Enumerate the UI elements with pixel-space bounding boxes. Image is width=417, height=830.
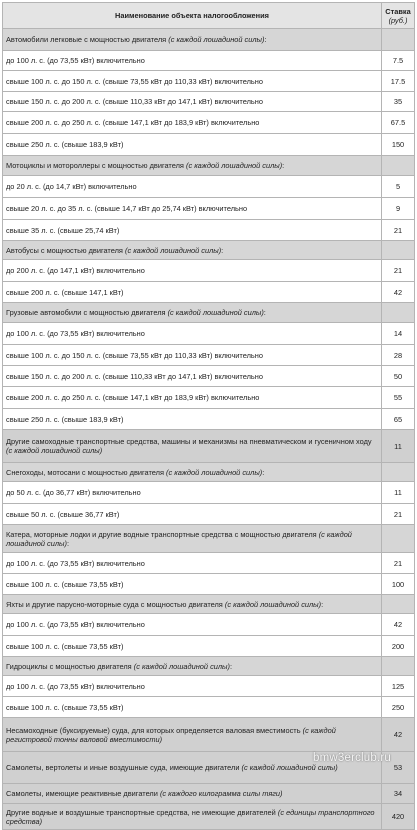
rate-cell	[382, 303, 415, 323]
table-row	[3, 156, 415, 176]
object-name-cell: до 100 л. с. (до 73,55 кВт) включительно	[3, 614, 382, 636]
object-name-cell: свыше 200 л. с. (свыше 147,1 кВт)	[3, 282, 382, 303]
rate-cell: 5	[382, 176, 415, 198]
rate-cell	[382, 525, 415, 553]
rate-cell: 11	[382, 430, 415, 463]
object-name-cell: до 50 л. с. (до 36,77 кВт) включительно	[3, 482, 382, 504]
table-row	[3, 71, 415, 92]
object-name-cell: Грузовые автомобили с мощностью двигателя (с каждой лошадиной силы):	[3, 303, 382, 323]
object-name-cell: Другие самоходные транспортные средства, машины и механизмы на пневматическом и гусеничном ходу (с каждой лошадиной силы)	[3, 430, 382, 463]
table-row	[3, 409, 415, 430]
object-name-cell: свыше 100 л. с. до 150 л. с. (свыше 73,55 кВт до 110,33 кВт) включительно	[3, 71, 382, 92]
rate-cell: 21	[382, 553, 415, 574]
object-name-cell: Мотоциклы и мотороллеры с мощностью двигателя (с каждой лошадиной силы):	[3, 156, 382, 176]
object-name-cell: Автобусы с мощностью двигателя (с каждой лошадиной силы):	[3, 241, 382, 260]
rate-cell: 7.5	[382, 51, 415, 71]
rate-cell: 250	[382, 697, 415, 718]
rate-cell	[382, 156, 415, 176]
table-row	[3, 804, 415, 830]
table-row	[3, 574, 415, 595]
table-row	[3, 657, 415, 676]
object-name-cell: Катера, моторные лодки и другие водные транспортные средства с мощностью двигателя (с каждой лошадиной силы):	[3, 525, 382, 553]
table-row	[3, 220, 415, 241]
rate-cell: 420	[382, 804, 415, 830]
rate-cell: 17.5	[382, 71, 415, 92]
object-name-cell: свыше 150 л. с. до 200 л. с. (свыше 110,33 кВт до 147,1 кВт) включительно	[3, 366, 382, 387]
object-name-cell: свыше 100 л. с. (свыше 73,55 кВт)	[3, 697, 382, 718]
rate-cell: 42	[382, 718, 415, 752]
table-row	[3, 282, 415, 303]
rate-cell	[382, 463, 415, 482]
rate-cell: 67.5	[382, 112, 415, 134]
table-row	[3, 784, 415, 804]
object-name-cell: свыше 150 л. с. до 200 л. с. (свыше 110,33 кВт до 147,1 кВт) включительно	[3, 92, 382, 112]
rate-cell: 53	[382, 752, 415, 784]
object-name-cell: до 200 л. с. (до 147,1 кВт) включительно	[3, 260, 382, 282]
table-row	[3, 260, 415, 282]
table-row	[3, 718, 415, 752]
rate-cell: 42	[382, 614, 415, 636]
object-name-cell: свыше 100 л. с. до 150 л. с. (свыше 73,55 кВт до 110,33 кВт) включительно	[3, 345, 382, 366]
table-row	[3, 366, 415, 387]
rate-cell: 28	[382, 345, 415, 366]
object-name-cell: до 100 л. с. (до 73,55 кВт) включительно	[3, 323, 382, 345]
table-row	[3, 553, 415, 574]
table-row	[3, 697, 415, 718]
header-object-name: Наименование объекта налогообложения	[3, 3, 382, 29]
table-row	[3, 463, 415, 482]
rate-cell: 11	[382, 482, 415, 504]
object-name-cell: до 100 л. с. (до 73,55 кВт) включительно	[3, 676, 382, 697]
rate-cell	[382, 241, 415, 260]
table-row	[3, 636, 415, 657]
table-row	[3, 323, 415, 345]
object-name-cell: свыше 200 л. с. до 250 л. с. (свыше 147,1 кВт до 183,9 кВт) включительно	[3, 112, 382, 134]
object-name-cell: Автомобили легковые с мощностью двигателя (с каждой лошадиной силы):	[3, 29, 382, 51]
table-row	[3, 504, 415, 525]
table-row	[3, 430, 415, 463]
table-row	[3, 176, 415, 198]
table-row	[3, 525, 415, 553]
rate-cell: 50	[382, 366, 415, 387]
object-name-cell: Гидроциклы с мощностью двигателя (с каждой лошадиной силы):	[3, 657, 382, 676]
table-row	[3, 198, 415, 220]
rate-cell: 35	[382, 92, 415, 112]
object-name-cell: свыше 200 л. с. до 250 л. с. (свыше 147,1 кВт до 183,9 кВт) включительно	[3, 387, 382, 409]
rate-cell: 150	[382, 134, 415, 156]
object-name-cell: Снегоходы, мотосани с мощностью двигателя (с каждой лошадиной силы):	[3, 463, 382, 482]
object-name-cell: до 100 л. с. (до 73,55 кВт) включительно	[3, 51, 382, 71]
object-name-cell: Несамоходные (буксируемые) суда, для которых определяется валовая вместимость (с каждой регистровой тонны валовой вместимости)	[3, 718, 382, 752]
table-row	[3, 134, 415, 156]
table-row	[3, 92, 415, 112]
table-row	[3, 482, 415, 504]
rate-cell: 21	[382, 260, 415, 282]
rate-cell: 9	[382, 198, 415, 220]
header-rate-label: Ставка	[385, 6, 411, 16]
tax-rate-table	[2, 2, 415, 830]
table-row	[3, 595, 415, 614]
rate-cell: 200	[382, 636, 415, 657]
table-row	[3, 676, 415, 697]
table-row	[3, 387, 415, 409]
object-name-cell: свыше 250 л. с. (свыше 183,9 кВт)	[3, 409, 382, 430]
table-row	[3, 112, 415, 134]
table-row	[3, 51, 415, 71]
rate-cell: 21	[382, 220, 415, 241]
object-name-cell: свыше 50 л. с. (свыше 36,77 кВт)	[3, 504, 382, 525]
table-row	[3, 614, 415, 636]
rate-cell: 65	[382, 409, 415, 430]
rate-cell: 100	[382, 574, 415, 595]
rate-cell	[382, 657, 415, 676]
table-header-row	[3, 3, 415, 29]
table-row	[3, 303, 415, 323]
rate-cell: 14	[382, 323, 415, 345]
table-row	[3, 241, 415, 260]
object-name-cell: свыше 100 л. с. (свыше 73,55 кВт)	[3, 574, 382, 595]
object-name-cell: свыше 250 л. с. (свыше 183,9 кВт)	[3, 134, 382, 156]
watermark: bmw3erclub.ru	[313, 752, 392, 764]
rate-cell	[382, 595, 415, 614]
rate-cell: 42	[382, 282, 415, 303]
object-name-cell: свыше 100 л. с. (свыше 73,55 кВт)	[3, 636, 382, 657]
rate-cell: 55	[382, 387, 415, 409]
object-name-cell: Яхты и другие парусно-моторные суда с мощностью двигателя (с каждой лошадиной силы):	[3, 595, 382, 614]
header-rate	[382, 3, 415, 29]
object-name-cell: свыше 20 л. с. до 35 л. с. (свыше 14,7 кВт до 25,74 кВт) включительно	[3, 198, 382, 220]
table-row	[3, 345, 415, 366]
rate-cell	[382, 29, 415, 51]
object-name-cell: Самолеты, вертолеты и иные воздушные суда, имеющие двигатели (с каждой лошадиной силы)	[3, 752, 382, 784]
object-name-cell: Другие водные и воздушные транспортные средства, не имеющие двигателей (с единицы транспортного средства)	[3, 804, 382, 830]
object-name-cell: свыше 35 л. с. (свыше 25,74 кВт)	[3, 220, 382, 241]
rate-cell: 34	[382, 784, 415, 804]
header-rate-unit: (руб.)	[388, 15, 408, 25]
rate-cell: 125	[382, 676, 415, 697]
table-row	[3, 29, 415, 51]
rate-cell: 21	[382, 504, 415, 525]
object-name-cell: до 20 л. с. (до 14,7 кВт) включительно	[3, 176, 382, 198]
object-name-cell: до 100 л. с. (до 73,55 кВт) включительно	[3, 553, 382, 574]
object-name-cell: Самолеты, имеющие реактивные двигатели (с каждого килограмма силы тяги)	[3, 784, 382, 804]
